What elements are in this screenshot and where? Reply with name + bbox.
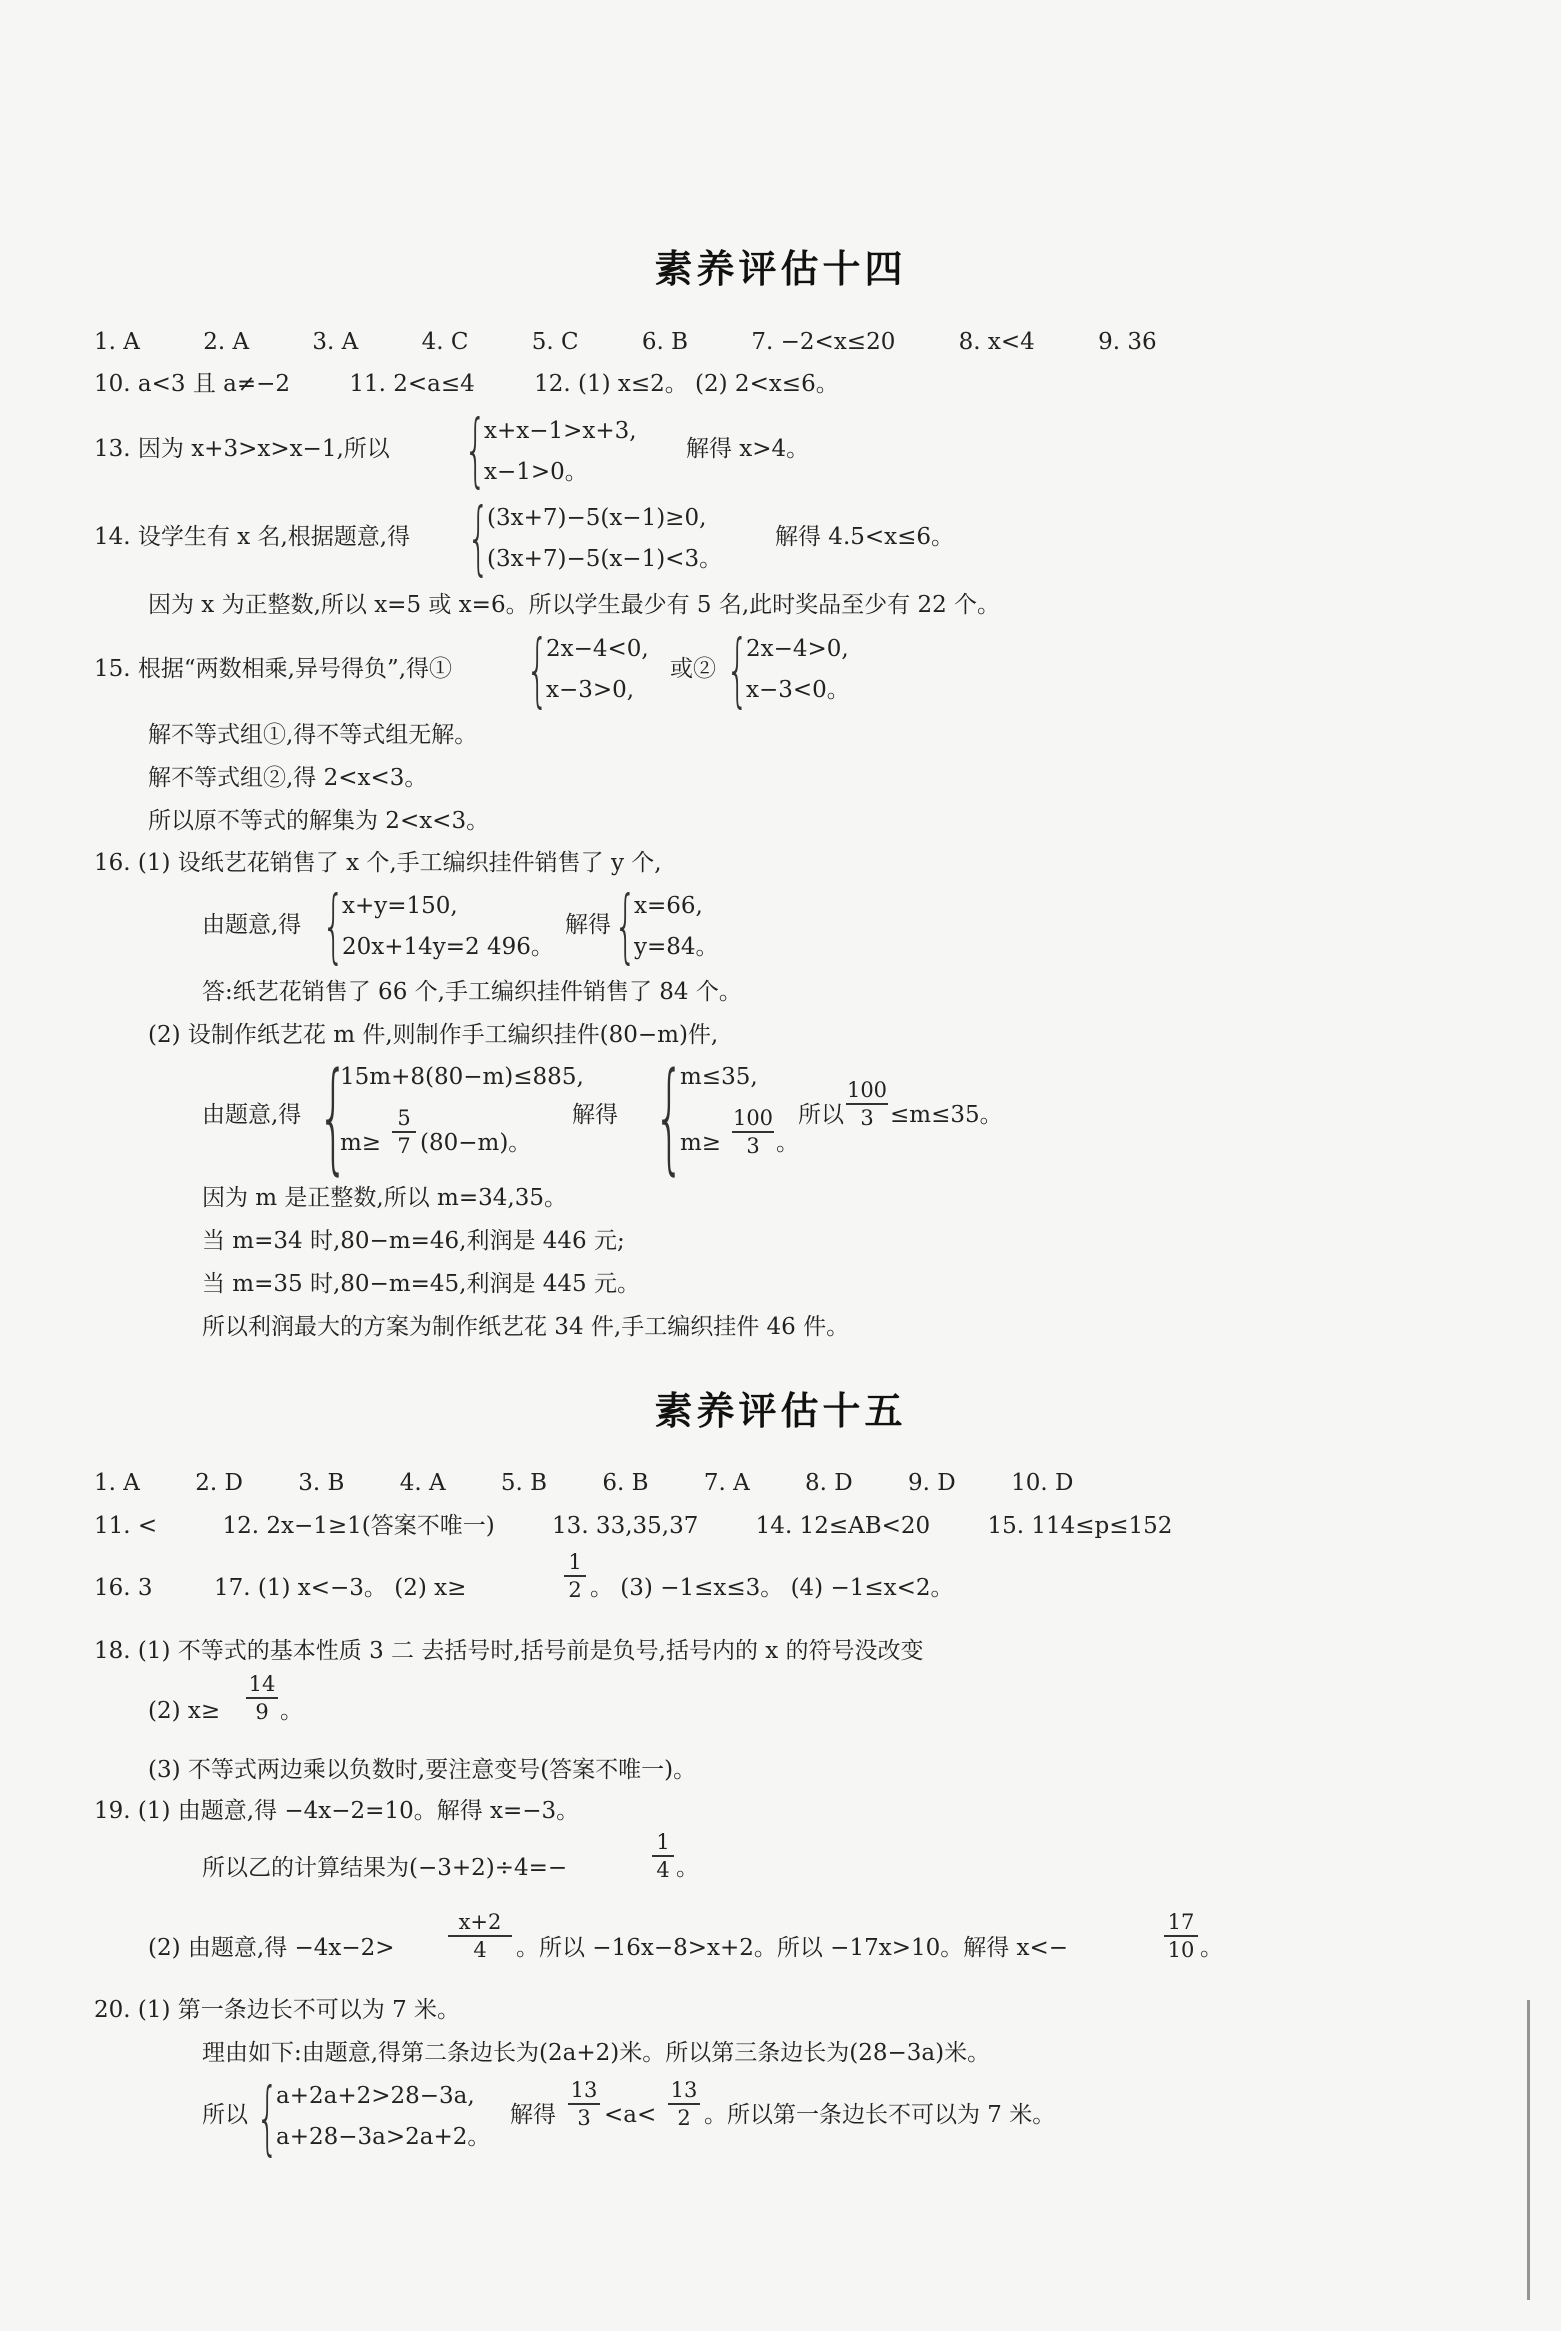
q16-sys3-line: 15m+8(80−m)≤885,	[340, 1064, 584, 1090]
q18-1: 18. (1) 不等式的基本性质 3 二 去括号时,括号前是负号,括号内的 x 的符号没改变	[94, 1638, 924, 1664]
fraction-numerator: 14	[248, 1672, 276, 1696]
q15-sys1-line: x−3>0,	[546, 677, 635, 703]
brace-icon: {	[654, 1048, 685, 1187]
q16-2-prefix: 由题意,得	[202, 1102, 302, 1128]
answer-item: 8. x<4	[958, 329, 1035, 355]
q13-result: 解得 x>4。	[686, 436, 810, 462]
q16-step: 当 m=34 时,80−m=46,利润是 446 元;	[202, 1228, 625, 1254]
fraction-denominator: 4	[656, 1857, 670, 1882]
brace-icon: {	[322, 879, 345, 972]
brace-icon: {	[318, 1048, 349, 1187]
fraction	[246, 1672, 278, 1724]
q15-sys2-line: x−3<0。	[746, 677, 850, 703]
answer-item: 7. A	[703, 1470, 750, 1496]
fraction-bar	[1164, 1935, 1198, 1937]
section-title-14: 素养评估十四	[654, 247, 907, 291]
q13-prefix: 13. 因为 x+3>x>x−1,所以	[94, 436, 390, 462]
q13-sys-line: x−1>0。	[484, 459, 588, 485]
q16-solve: 解得	[572, 1102, 618, 1128]
brace-icon: {	[467, 491, 490, 584]
fraction-denominator: 3	[577, 2105, 591, 2130]
answer-item: 6. B	[602, 1470, 649, 1496]
q20-prefix: 所以	[202, 2102, 248, 2128]
q16-sys2-line: x=66,	[634, 893, 703, 919]
fraction	[448, 1910, 512, 1962]
q14-result: 解得 4.5<x≤6。	[775, 524, 955, 550]
answer-item: 13. 33,35,37	[552, 1513, 699, 1539]
section-title-15: 素养评估十五	[654, 1389, 907, 1433]
q16-sys4-tail: 。	[776, 1130, 799, 1156]
q16-sys3-tail: (80−m)。	[420, 1130, 532, 1156]
brace-icon: {	[526, 623, 549, 716]
q16-step: 当 m=35 时,80−m=45,利润是 445 元。	[202, 1271, 640, 1297]
fraction-bar	[448, 1935, 512, 1937]
answer-item: 2. A	[203, 329, 250, 355]
q14-sys-line: (3x+7)−5(x−1)<3。	[487, 546, 723, 572]
q20-solve: 解得	[510, 2102, 556, 2128]
q19-1-tail: 。	[676, 1855, 699, 1881]
page-edge-shadow	[1527, 2000, 1530, 2300]
fraction-bar	[846, 1103, 888, 1105]
fraction-denominator: 3	[860, 1105, 874, 1130]
fraction-numerator: 1	[656, 1830, 670, 1854]
answer-item: 11. <	[94, 1513, 158, 1539]
q14-explanation: 因为 x 为正整数,所以 x=5 或 x=6。所以学生最少有 5 名,此时奖品至少有 22 个。	[148, 592, 1001, 618]
q16-1-prompt: 16. (1) 设纸艺花销售了 x 个,手工编织挂件销售了 y 个,	[94, 850, 662, 876]
answer-item: 2. D	[195, 1470, 243, 1496]
q14-sys-line: (3x+7)−5(x−1)≥0,	[487, 505, 707, 531]
answer-item: 12. (1) x≤2。 (2) 2<x≤6。	[534, 371, 839, 397]
q16-sys2-line: y=84。	[634, 934, 719, 960]
q16-sys4-line: m≤35,	[680, 1064, 758, 1090]
fraction-bar	[568, 2103, 600, 2105]
fraction-numerator: 100	[732, 1106, 774, 1130]
answer-16: 16. 3	[94, 1575, 153, 1601]
answer-item: 1. A	[94, 329, 140, 355]
fraction-denominator: 2	[677, 2105, 691, 2130]
fraction	[652, 1830, 674, 1882]
q16-2-prompt: (2) 设制作纸艺花 m 件,则制作手工编织挂件(80−m)件,	[148, 1022, 719, 1048]
q15-sys2-line: 2x−4>0,	[746, 636, 849, 662]
fraction-denominator: 10	[1167, 1937, 1195, 1962]
answer-item: 15. 114≤p≤152	[987, 1513, 1173, 1539]
fraction	[392, 1106, 416, 1158]
fraction-bar	[246, 1697, 278, 1699]
answer-item: 3. A	[312, 329, 359, 355]
brace-icon: {	[726, 623, 749, 716]
q18-2: (2) x≥	[148, 1698, 221, 1724]
q18-3: (3) 不等式两边乘以负数时,要注意变号(答案不唯一)。	[148, 1757, 697, 1783]
q16-step: 因为 m 是正整数,所以 m=34,35。	[202, 1185, 567, 1211]
q16-sys1-line: x+y=150,	[342, 893, 458, 919]
q16-therefore: 所以	[798, 1102, 844, 1128]
fraction-denominator: 2	[568, 1577, 582, 1602]
q14-prefix: 14. 设学生有 x 名,根据题意,得	[94, 524, 411, 550]
fraction-bar	[652, 1855, 674, 1857]
q20-reason: 理由如下:由题意,得第二条边长为(2a+2)米。所以第三条边长为(28−3a)米。	[202, 2040, 991, 2066]
q16-1-answer: 答:纸艺花销售了 66 个,手工编织挂件销售了 84 个。	[202, 979, 742, 1005]
answer-line-2	[94, 369, 839, 399]
q15-step: 解不等式组①,得不等式组无解。	[148, 722, 478, 748]
fraction-bar	[668, 2103, 700, 2105]
fraction-numerator: 100	[846, 1078, 888, 1102]
q20-1: 20. (1) 第一条边长不可以为 7 米。	[94, 1997, 461, 2023]
brace-icon: {	[614, 879, 637, 972]
answer-item: 5. B	[500, 1470, 548, 1496]
q18-2-tail: 。	[280, 1698, 303, 1724]
q15-step: 解不等式组②,得 2<x<3。	[148, 765, 428, 791]
answer-item: 4. C	[421, 329, 469, 355]
answer-17-a: 17. (1) x<−3。 (2) x≥	[214, 1575, 467, 1601]
q16-sys4-line: m≥	[680, 1130, 722, 1156]
q19-2: (2) 由题意,得 −4x−2>	[148, 1935, 395, 1961]
fraction	[732, 1106, 774, 1158]
fraction-numerator: 17	[1167, 1910, 1195, 1934]
answer-item: 12. 2x−1≥1(答案不唯一)	[222, 1513, 495, 1539]
answer-item: 5. C	[531, 329, 579, 355]
fraction-bar	[564, 1575, 586, 1577]
fraction	[568, 2078, 600, 2130]
answer-17-b: 。 (3) −1≤x≤3。 (4) −1≤x<2。	[590, 1575, 954, 1601]
q19-1-result: 所以乙的计算结果为(−3+2)÷4=−	[202, 1855, 568, 1881]
answer-item: 11. 2<a≤4	[349, 371, 475, 397]
answer-item: 9. D	[908, 1470, 956, 1496]
q16-sys1-line: 20x+14y=2 496。	[342, 934, 554, 960]
answer-item: 9. 36	[1098, 329, 1157, 355]
fraction-denominator: 4	[473, 1937, 487, 1962]
answer-item: 6. B	[641, 329, 689, 355]
fraction	[564, 1550, 586, 1602]
q15-prefix: 15. 根据“两数相乘,异号得负”,得①	[94, 656, 453, 682]
fraction	[1164, 1910, 1198, 1962]
answer-item: 8. D	[805, 1470, 853, 1496]
fraction-denominator: 7	[397, 1133, 411, 1158]
answer-item: 7. −2<x≤20	[751, 329, 896, 355]
q20-sys-line: a+28−3a>2a+2。	[276, 2124, 491, 2150]
q16-sys3-line: m≥	[340, 1130, 382, 1156]
fraction-denominator: 3	[746, 1133, 760, 1158]
answer-item: 1. A	[94, 1470, 140, 1496]
q16-step: 所以利润最大的方案为制作纸艺花 34 件,手工编织挂件 46 件。	[202, 1314, 850, 1340]
answer-line-2	[94, 1511, 1172, 1541]
q15-or: 或②	[670, 656, 716, 682]
brace-icon: {	[464, 403, 487, 496]
fraction-numerator: 13	[570, 2078, 598, 2102]
fraction-bar	[732, 1131, 774, 1133]
q13-sys-line: x+x−1>x+3,	[484, 418, 637, 444]
fraction-numerator: x+2	[458, 1910, 502, 1934]
fraction-bar	[392, 1131, 416, 1133]
q20-ineq: <a<	[604, 2102, 657, 2128]
answer-item: 10. D	[1011, 1470, 1074, 1496]
answer-item: 14. 12≤AB<20	[755, 1513, 931, 1539]
q20-sys-line: a+2a+2>28−3a,	[276, 2083, 475, 2109]
fraction-numerator: 1	[568, 1550, 582, 1574]
q16-range: ≤m≤35。	[890, 1102, 1003, 1128]
fraction	[668, 2078, 700, 2130]
answer-item: 3. B	[298, 1470, 345, 1496]
fraction-denominator: 9	[255, 1699, 269, 1724]
fraction-numerator: 5	[397, 1106, 411, 1130]
answer-line-1	[94, 327, 1157, 357]
fraction-numerator: 13	[670, 2078, 698, 2102]
q20-conclusion: 。所以第一条边长不可以为 7 米。	[704, 2102, 1056, 2128]
q19-2-end: 。	[1200, 1935, 1223, 1961]
answer-item: 10. a<3 且 a≠−2	[94, 371, 291, 397]
q16-1-prefix: 由题意,得	[202, 912, 302, 938]
brace-icon: {	[256, 2071, 279, 2164]
q15-step: 所以原不等式的解集为 2<x<3。	[148, 808, 490, 834]
q19-1: 19. (1) 由题意,得 −4x−2=10。解得 x=−3。	[94, 1798, 580, 1824]
answer-item: 4. A	[399, 1470, 446, 1496]
answer-line-1	[94, 1468, 1073, 1498]
q16-solve: 解得	[565, 912, 611, 938]
fraction	[846, 1078, 888, 1130]
q15-sys1-line: 2x−4<0,	[546, 636, 649, 662]
q19-2-tail: 。所以 −16x−8>x+2。所以 −17x>10。解得 x<−	[516, 1935, 1069, 1961]
